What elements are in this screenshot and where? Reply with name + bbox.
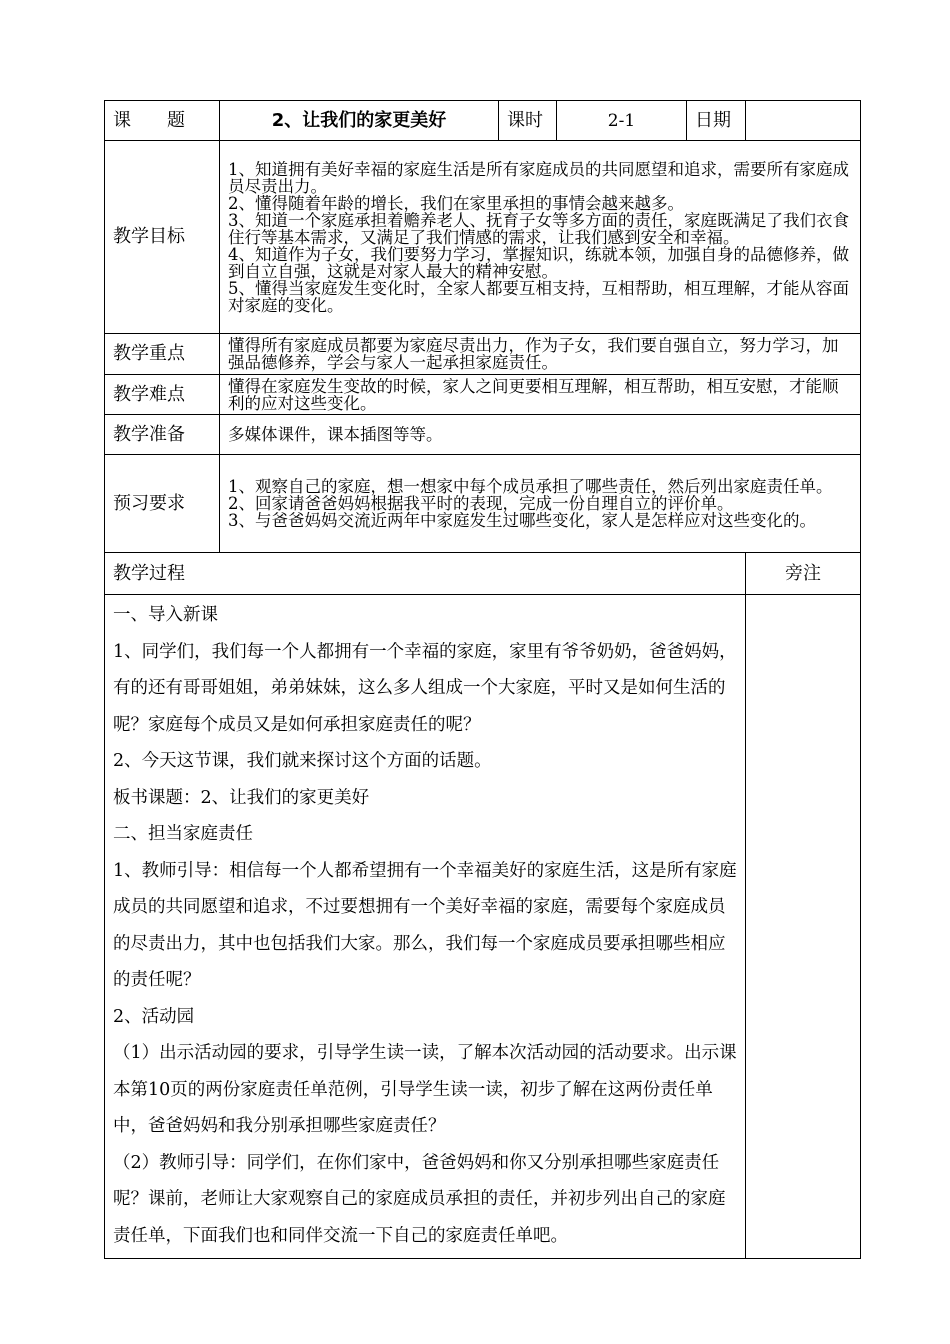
- goal-item: 2、懂得随着年龄的增长，我们在家里承担的事情会越来越多。: [228, 193, 684, 213]
- process-paragraph: 2、今天这节课，我们就来探讨这个方面的话题。: [113, 751, 492, 771]
- preparation-label: 教学准备: [105, 415, 220, 455]
- goal-item: 1、知道拥有美好幸福的家庭生活是所有家庭成员的共同愿望和追求，需要所有家庭成员尽责出力。: [228, 159, 849, 196]
- key-points-label: 教学重点: [105, 334, 220, 375]
- notes-label: 旁注: [746, 553, 861, 595]
- goals-row: [105, 141, 861, 334]
- header-row: [105, 101, 861, 141]
- process-paragraph: 1、同学们，我们每一个人都拥有一个幸福的家庭，家里有爷爷奶奶，爸爸妈妈，有的还有哥哥姐姐，弟弟妹妹，这么多人组成一个大家庭，平时又是如何生活的呢？家庭每个成员又是如何承担家庭责任的呢？: [113, 641, 737, 735]
- process-paragraph: 板书课题：2、让我们的家更美好: [113, 787, 370, 808]
- preview-label: 预习要求: [105, 455, 220, 553]
- key-points-row: [105, 334, 861, 375]
- key-points-text: 懂得所有家庭成员都要为家庭尽责出力，作为子女，我们要自强自立，努力学习，加强品德修养，学会与家人一起承担家庭责任。: [220, 334, 861, 375]
- preview-item: 2、回家请爸爸妈妈根据我平时的表现，完成一份自理自立的评价单。: [228, 494, 734, 513]
- notes-column: [746, 595, 861, 1259]
- process-header-row: [105, 553, 861, 595]
- process-paragraph: （1）出示活动园的要求，引导学生读一读，了解本次活动园的活动要求。出示课本第10页的两份家庭责任单范例，引导学生读一读，初步了解在这两份责任单中，爸爸妈妈和我分别承担哪些家庭责任？: [113, 1043, 737, 1136]
- goals-content: [220, 141, 861, 334]
- process-paragraph: 一、导入新课: [113, 605, 218, 625]
- period-label: 课时: [499, 101, 557, 141]
- process-content: [105, 595, 746, 1259]
- date-label: 日期: [687, 101, 746, 141]
- process-paragraph: 1、教师引导：相信每一个人都希望拥有一个幸福美好的家庭生活，这是所有家庭成员的共同愿望和追求，不过要想拥有一个美好幸福的家庭，需要每个家庭成员的尽责出力，其中也包括我们大家。那么，我们每一个家庭成员要承担哪些相应的责任呢？: [113, 860, 737, 990]
- process-body-row: [105, 595, 861, 1259]
- goals-label: 教学目标: [105, 141, 220, 334]
- date-value: [746, 101, 861, 141]
- process-label: 教学过程: [105, 553, 746, 595]
- goal-item: 5、懂得当家庭发生变化时，全家人都要互相支持，互相帮助，相互理解，才能从容面对家庭的变化。: [228, 278, 849, 315]
- topic-value: 2、让我们的家更美好: [220, 101, 499, 141]
- process-paragraph: 二、担当家庭责任: [113, 824, 253, 844]
- difficulties-row: [105, 375, 861, 415]
- preview-row: [105, 455, 861, 553]
- difficulties-label: 教学难点: [105, 375, 220, 415]
- preparation-text: 多媒体课件，课本插图等等。: [220, 415, 861, 455]
- preview-item: 1、观察自己的家庭，想一想家中每个成员承担了哪些责任，然后列出家庭责任单。: [228, 477, 833, 496]
- process-paragraph: （2）教师引导：同学们，在你们家中，爸爸妈妈和你又分别承担哪些家庭责任呢？课前，老师让大家观察自己的家庭成员承担的责任，并初步列出自己的家庭责任单，下面我们也和同伴交流一下自己的家庭责任单吧。: [113, 1152, 726, 1246]
- preview-content: [220, 455, 861, 553]
- topic-label: 课 题: [105, 101, 220, 141]
- process-paragraph: 2、活动园: [113, 1006, 195, 1027]
- difficulties-text: 懂得在家庭发生变故的时候，家人之间更要相互理解，相互帮助，相互安慰，才能顺利的应对这些变化。: [220, 375, 861, 415]
- goal-item: 3、知道一个家庭承担着赡养老人、抚育子女等多方面的责任，家庭既满足了我们衣食住行等基本需求，又满足了我们情感的需求，让我们感到安全和幸福。: [228, 210, 849, 247]
- period-value: 2-1: [557, 101, 687, 141]
- goal-item: 4、知道作为子女，我们要努力学习，掌握知识，练就本领，加强自身的品德修养，做到自立自强，这就是对家人最大的精神安慰。: [228, 244, 849, 281]
- preparation-row: [105, 415, 861, 455]
- lesson-plan-table: [104, 100, 861, 1259]
- preview-item: 3、与爸爸妈妈交流近两年中家庭发生过哪些变化，家人是怎样应对这些变化的。: [228, 511, 816, 530]
